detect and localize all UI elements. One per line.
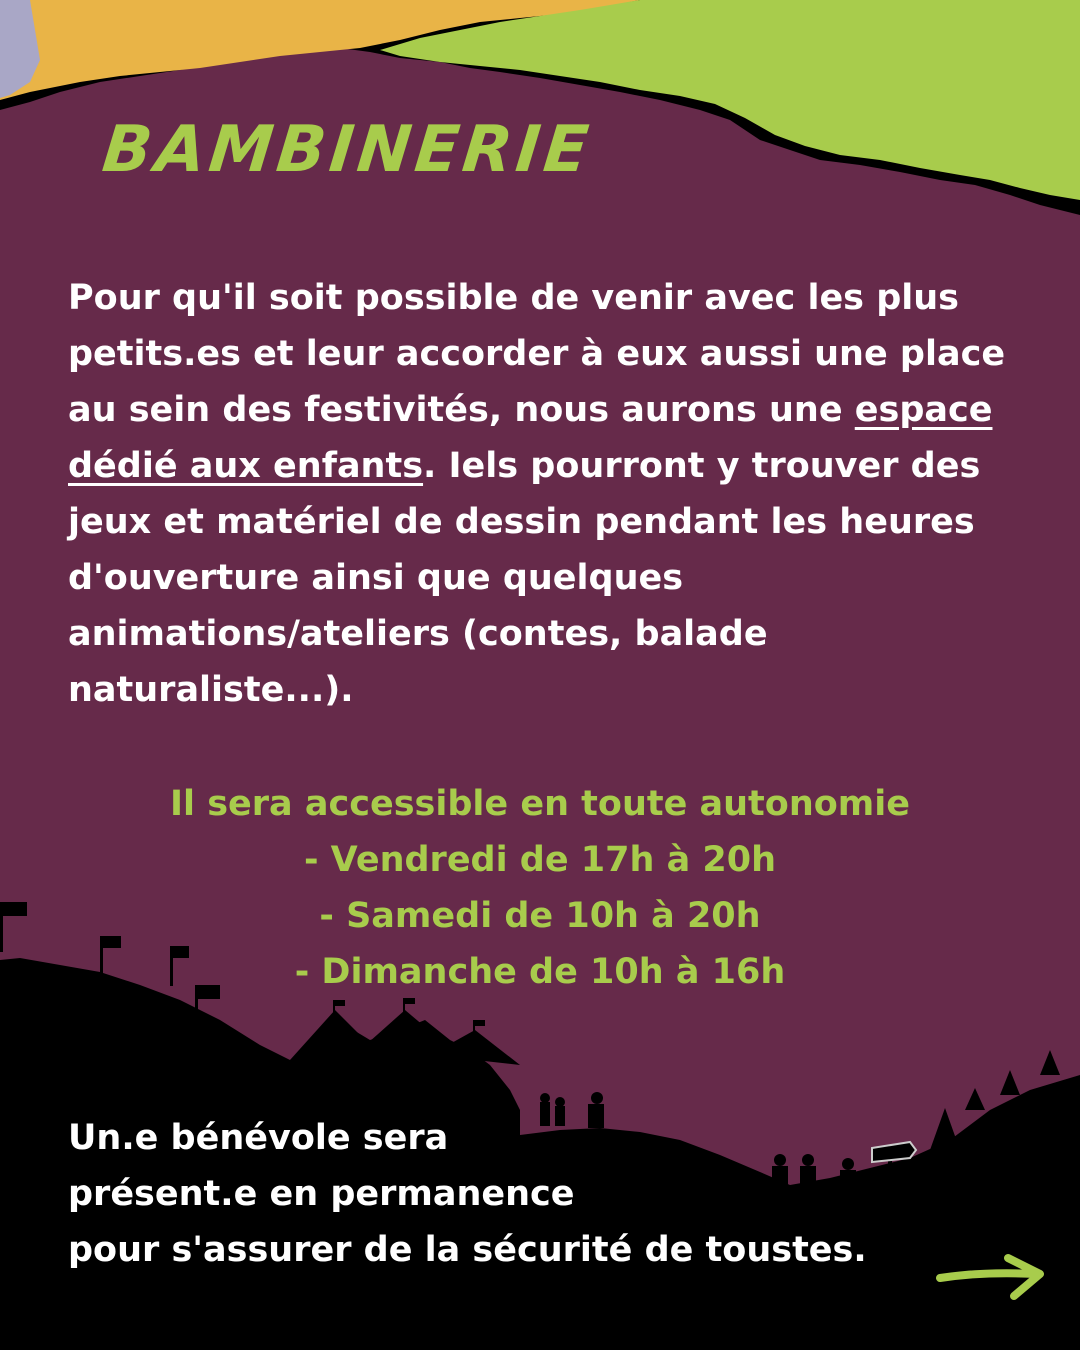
schedule-line-saturday: - Samedi de 10h à 20h (319, 896, 761, 936)
intro-text-after: . Iels pourront y trouver des jeux et matériel de dessin pendant les heures d'ouverture ainsi que quelques animations/ateliers (contes, balade naturaliste...). (68, 446, 981, 710)
footer-line: présent.e en permanence (68, 1174, 575, 1214)
intro-paragraph (68, 270, 1028, 718)
footer-line: pour s'assurer de la sécurité de toustes. (68, 1230, 867, 1270)
arrow-right-icon[interactable] (936, 1252, 1048, 1304)
footer-line: Un.e bénévole sera (68, 1118, 449, 1158)
schedule-block (0, 776, 1080, 1000)
schedule-heading: Il sera accessible en toute autonomie (170, 784, 910, 824)
intro-text-before: Pour qu'il soit possible de venir avec les plus petits.es et leur accorder à eux aussi une place au sein des festivités, nous aurons une (68, 278, 1006, 430)
kids-space-link[interactable]: espace dédié aux enfants (68, 390, 993, 486)
schedule-line-friday: - Vendredi de 17h à 20h (303, 840, 777, 880)
footer-note (68, 1110, 968, 1278)
page-title: BAMBINERIE (99, 113, 596, 187)
schedule-line-sunday: - Dimanche de 10h à 16h (294, 952, 786, 992)
